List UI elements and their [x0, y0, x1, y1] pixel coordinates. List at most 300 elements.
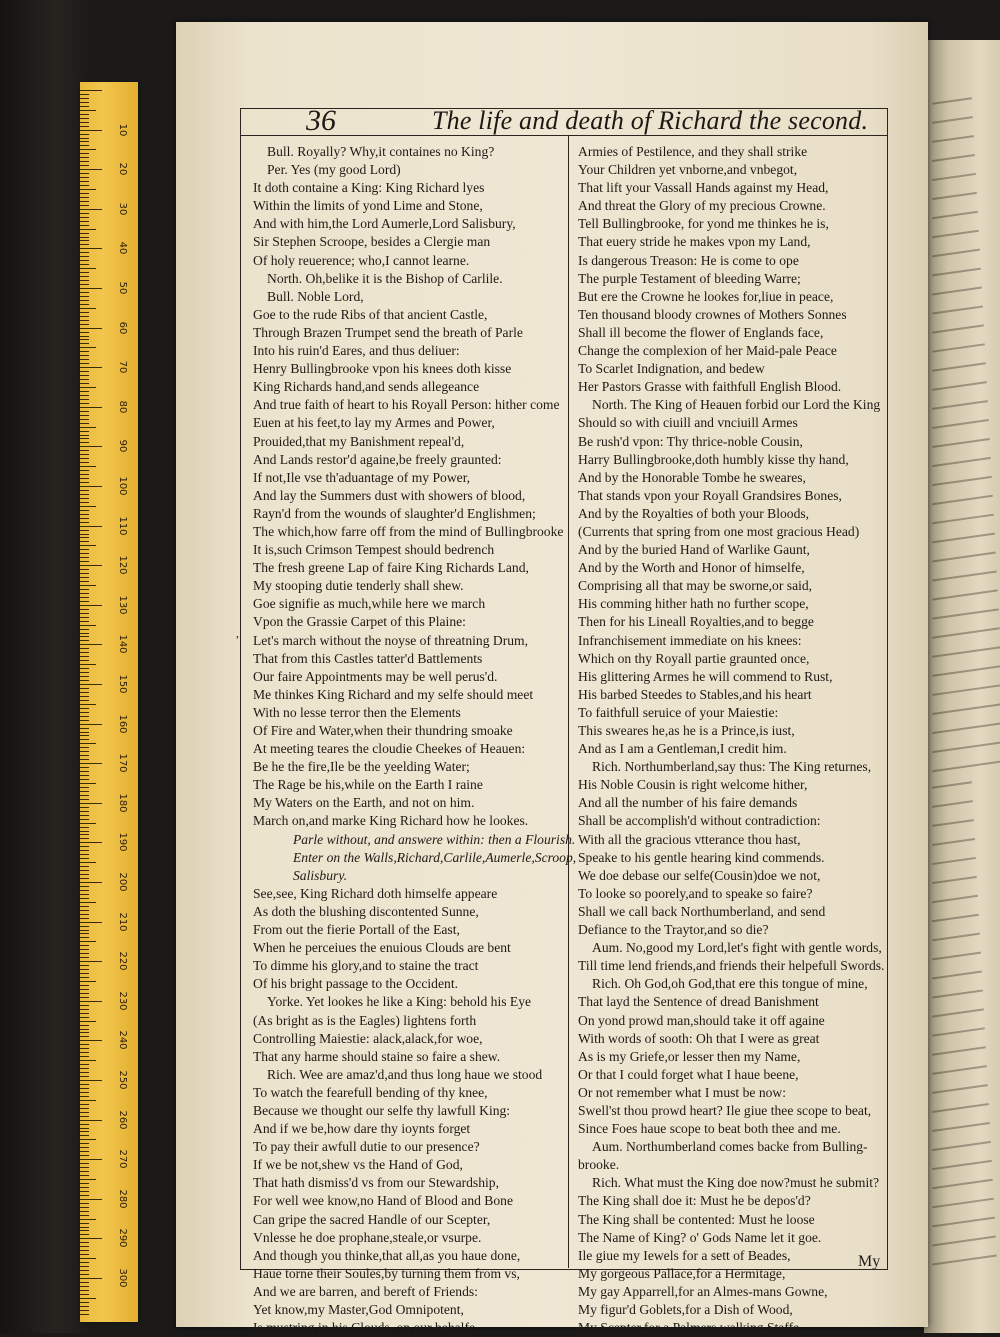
ruler-tick [80, 581, 89, 582]
ruler-tick [80, 850, 89, 851]
text-line: Through Brazen Trumpet send the breath of Parle [253, 324, 523, 340]
ruler-tick [80, 462, 89, 463]
facing-page-text-trace [932, 914, 979, 923]
text-line: Bull. Royally? Why,it containes no King? [267, 144, 495, 159]
ruler-tick [80, 922, 102, 923]
text-line: Parle without, and answere within: then a Flourish. [293, 831, 576, 847]
ruler-tick [80, 371, 89, 372]
ruler-tick [80, 1211, 89, 1212]
text-line: Salisbury. [293, 867, 348, 883]
ruler-tick [80, 1108, 89, 1109]
text-line: Sir Stephen Scroope, besides a Clergie man [253, 234, 491, 250]
ruler-tick [80, 1258, 96, 1259]
text-line: The purple Testament of bleeding Warre; [578, 270, 801, 286]
ruler-tick [80, 217, 89, 218]
facing-page-text-trace [932, 1160, 992, 1170]
ruler-label: 190 [117, 832, 128, 852]
text-line: The fresh greene Lap of faire King Richards Land, [253, 560, 529, 576]
ruler-tick [80, 557, 89, 558]
ruler-tick [80, 906, 89, 907]
text-line: Which on thy Royall partie graunted once, [578, 650, 810, 666]
text-line: His glittering Armes he will commend to Rust, [578, 668, 833, 684]
ruler-tick [80, 1242, 89, 1243]
text-line: His comming hither hath no further scope, [578, 596, 809, 612]
text-line: My Waters on the Earth, and not on him. [253, 795, 475, 811]
text-line: And by the buried Hand of Warlike Gaunt, [578, 542, 810, 558]
facing-page-text-trace [932, 173, 976, 181]
ruler-tick [80, 668, 89, 669]
ruler-tick [80, 1001, 102, 1002]
ruler-tick [80, 819, 89, 820]
text-line: Our faire Appointments may be well perus'd. [253, 668, 498, 684]
facing-page-text-trace [932, 570, 997, 581]
ruler-tick [80, 209, 102, 210]
ruler-tick [80, 229, 96, 230]
ruler-tick [80, 977, 89, 978]
text-line: Change the complexion of her Maid-pale Peace [578, 343, 837, 359]
ruler-tick [80, 498, 89, 499]
ruler-tick [80, 1183, 89, 1184]
facing-page-text-trace [932, 952, 981, 961]
facing-page-text-trace [932, 419, 989, 429]
ruler-tick [80, 431, 89, 432]
ruler-tick [80, 1163, 89, 1164]
book-binding [0, 0, 92, 1333]
ruler-tick [80, 894, 89, 895]
facing-page-text-trace [932, 933, 980, 942]
facing-page-text-trace [932, 211, 978, 219]
text-line: That layd the Sentence of dread Banishment [578, 994, 819, 1010]
ruler-tick [80, 1151, 89, 1152]
ruler-tick [80, 466, 96, 467]
ruler-tick [80, 787, 89, 788]
ruler-tick [80, 490, 89, 491]
facing-page-text-trace [932, 476, 992, 486]
ruler-tick [80, 1017, 89, 1018]
ruler-tick [80, 1314, 89, 1315]
ruler-tick [80, 1262, 89, 1263]
ruler-tick [80, 1013, 89, 1014]
ruler-tick [80, 1060, 96, 1061]
text-line: Vnlesse he doe prophane,steale,or vsurpe. [253, 1229, 482, 1245]
ruler-tick [80, 945, 89, 946]
ruler-tick [80, 403, 89, 404]
ruler-label: 60 [117, 321, 128, 334]
text-line: Since Foes haue scope to beat both thee and me. [578, 1121, 841, 1137]
ruler-tick [80, 1044, 89, 1045]
ruler-tick [80, 878, 89, 879]
ruler-tick [80, 1238, 102, 1239]
ruler-tick [80, 601, 89, 602]
ruler-label: 130 [117, 595, 128, 615]
ruler-tick [80, 759, 89, 760]
facing-page-text-trace [932, 1198, 994, 1209]
ruler-tick [80, 739, 89, 740]
ruler-tick [80, 874, 89, 875]
ruler-tick [80, 1302, 89, 1303]
ruler-tick [80, 656, 89, 657]
ruler-tick [80, 458, 89, 459]
ruler-tick [80, 688, 89, 689]
ruler-tick [80, 941, 96, 942]
text-line: Rich. Northumberland,say thus: The King returnes, [592, 759, 872, 775]
text-line: Ile giue my Iewels for a sett of Beades, [578, 1247, 791, 1263]
text-line: Armies of Pestilence, and they shall strike [578, 144, 808, 159]
facing-page-text-trace [932, 627, 1000, 638]
ruler-tick [80, 185, 89, 186]
ruler-tick [80, 775, 89, 776]
ruler-tick [80, 862, 96, 863]
ruler-tick [80, 1270, 89, 1271]
facing-page-text-trace [932, 800, 973, 808]
text-line: Of holy reuerence; who,I cannot learne. [253, 252, 470, 268]
ruler-tick [80, 90, 102, 91]
text-line: North. The King of Heauen forbid our Lord the King [592, 397, 881, 413]
text-line: North. Oh,belike it is the Bishop of Carlile. [267, 270, 503, 286]
text-line: Your Children yet vnborne,and vnbegot, [578, 162, 798, 178]
facing-page-text-trace [932, 1254, 997, 1265]
ruler-tick [80, 288, 102, 289]
facing-page-text-trace [932, 684, 1000, 696]
ruler-tick [80, 149, 96, 150]
ruler-tick [80, 169, 102, 170]
text-line: As doth the blushing discontented Sunne, [253, 903, 479, 919]
ruler-tick [80, 221, 89, 222]
text-line: Bull. Noble Lord, [267, 288, 364, 304]
ruler-tick [80, 225, 89, 226]
text-line: And we are barren, and bereft of Friends: [253, 1283, 478, 1299]
ruler-tick [80, 244, 89, 245]
ruler-tick [80, 898, 89, 899]
text-line: Vpon the Grassie Carpet of this Plaine: [253, 614, 466, 630]
ruler-tick [80, 890, 89, 891]
text-line: The King shall doe it: Must he be depos'd? [578, 1193, 811, 1209]
text-line: And by the Worth and Honor of himselfe, [578, 560, 805, 576]
facing-page-text-trace [932, 362, 986, 371]
text-line: brooke. [578, 1157, 620, 1173]
ruler-tick [80, 161, 89, 162]
text-line: To dimme his glory,and to staine the tract [253, 958, 479, 974]
ruler-tick [80, 355, 89, 356]
ruler-tick [80, 94, 89, 95]
facing-page-text-trace [932, 1236, 996, 1247]
ruler-tick [80, 660, 89, 661]
ruler-tick [80, 1032, 89, 1033]
ruler-tick [80, 1195, 89, 1196]
facing-page-text-trace [932, 514, 994, 525]
ruler-tick [80, 502, 89, 503]
ruler-tick [80, 724, 102, 725]
ruler-tick [80, 842, 102, 843]
text-line: Let's march without the noyse of threatning Drum, [253, 632, 529, 648]
ruler-tick [80, 1135, 89, 1136]
ruler-tick [80, 320, 89, 321]
facing-page-text-trace [932, 971, 982, 980]
ruler-tick [80, 1219, 96, 1220]
ruler-tick [80, 157, 89, 158]
ruler-tick [80, 177, 89, 178]
left-text-column [253, 143, 577, 1337]
ruler-tick [80, 510, 89, 511]
text-line: And threat the Glory of my precious Crowne. [578, 198, 826, 214]
ruler-tick [80, 1215, 89, 1216]
text-line: It is,such Crimson Tempest should bedrench [253, 542, 495, 558]
facing-page-text-trace [932, 895, 978, 903]
ruler-tick [80, 565, 102, 566]
ruler-tick [80, 1072, 89, 1073]
ruler-tick [80, 1290, 89, 1291]
ruler-tick [80, 692, 89, 693]
ruler-label: 160 [117, 714, 128, 734]
facing-page-text-trace [932, 1122, 990, 1132]
ruler-tick [80, 118, 89, 119]
ruler-label: 280 [117, 1189, 128, 1209]
ruler-tick [80, 308, 96, 309]
ruler-tick [80, 1234, 89, 1235]
facing-page-text-trace [932, 305, 983, 314]
ruler-tick [80, 743, 96, 744]
text-line: Me thinkes King Richard and my selfe should meet [253, 686, 534, 702]
ruler-label: 10 [117, 123, 128, 136]
ruler-tick [80, 652, 89, 653]
ruler-tick [80, 1191, 89, 1192]
ruler-label: 20 [117, 162, 128, 176]
text-line: With words of sooth: Oh that I were as great [578, 1030, 820, 1046]
ruler-tick [80, 1155, 89, 1156]
ruler-tick [80, 324, 89, 325]
ruler-tick [80, 965, 89, 966]
text-line: But ere the Crowne he lookes for,liue in peace, [578, 288, 834, 304]
text-line: Swell'st thou prowd heart? Ile giue thee scope to beat, [578, 1102, 872, 1118]
ruler-tick [80, 633, 89, 634]
ruler-tick [80, 411, 89, 412]
ruler-tick [80, 1187, 89, 1188]
text-line: (Currents that spring from one most gracious Head) [578, 523, 860, 539]
facing-page-text-trace [932, 1084, 988, 1094]
ruler-tick [80, 763, 102, 764]
text-line: With all the gracious vtterance thou hast, [578, 831, 801, 847]
ruler-tick [80, 240, 89, 241]
ruler-tick [80, 537, 89, 538]
ruler-label: 140 [117, 634, 128, 654]
ruler-tick [80, 937, 89, 938]
text-line: Or not remember what I must be now: [578, 1084, 787, 1100]
ruler-tick [80, 237, 89, 238]
ruler-tick [80, 771, 89, 772]
ruler-tick [80, 300, 89, 301]
ruler-tick [80, 530, 89, 531]
facing-page-text-trace [932, 1179, 993, 1189]
ruler-tick [80, 918, 89, 919]
margin-mark: , [236, 626, 239, 640]
text-line: That stands vpon your Royall Grandsires Bones, [578, 487, 842, 503]
ruler-tick [80, 486, 102, 487]
ruler-tick [80, 704, 96, 705]
ruler-tick [80, 201, 89, 202]
ruler-tick [80, 1250, 89, 1251]
ruler-tick [80, 886, 89, 887]
text-line: The King shall be contented: Must he loose [578, 1211, 815, 1227]
facing-page-text-trace [932, 230, 979, 239]
ruler-tick [80, 399, 89, 400]
facing-page-text-trace [932, 97, 972, 105]
ruler-tick [80, 1064, 89, 1065]
ruler-tick [80, 914, 89, 915]
text-line: If not,Ile vse th'aduantage of my Power, [253, 469, 471, 485]
ruler-tick [80, 145, 89, 146]
ruler-tick [80, 296, 89, 297]
ruler-tick [80, 1147, 89, 1148]
ruler-tick [80, 332, 89, 333]
ruler-tick [80, 783, 96, 784]
text-line: And as I am a Gentleman,I credit him. [578, 741, 787, 757]
text-line: My stooping dutie tenderly shall shew. [253, 578, 464, 594]
ruler-tick [80, 126, 89, 127]
ruler-tick [80, 1009, 89, 1010]
ruler-tick [80, 1096, 89, 1097]
text-line: Rich. What must the King doe now?must he submit? [592, 1175, 880, 1191]
ruler-tick [80, 375, 89, 376]
ruler-tick [80, 1278, 102, 1279]
ruler-tick [80, 791, 89, 792]
ruler-tick [80, 1306, 89, 1307]
ruler-tick [80, 993, 89, 994]
ruler-tick [80, 1005, 89, 1006]
ruler-tick [80, 1112, 89, 1113]
text-line: Or that I could forget what I haue beene, [578, 1066, 799, 1082]
facing-page-text-trace [932, 457, 991, 467]
ruler-tick [80, 823, 96, 824]
text-line: If we be not,shew vs the Hand of God, [253, 1157, 463, 1173]
ruler-tick [80, 415, 89, 416]
ruler-label: 80 [117, 400, 128, 414]
facing-page-text-trace [932, 1008, 984, 1017]
ruler-tick [80, 1282, 89, 1283]
ruler-tick [80, 526, 102, 527]
ruler-label: 40 [117, 242, 128, 255]
ruler-tick [80, 569, 89, 570]
ruler-tick [80, 98, 89, 99]
ruler-label: 90 [117, 440, 128, 453]
ruler-tick [80, 997, 89, 998]
facing-page-text-trace [932, 665, 1000, 677]
ruler-tick [80, 1223, 89, 1224]
ruler-tick [80, 573, 89, 574]
text-line: Shall we call back Northumberland, and send [578, 903, 826, 919]
ruler-label: 210 [117, 912, 128, 932]
facing-page-text-trace [932, 135, 974, 143]
ruler-label: 290 [117, 1228, 128, 1248]
facing-page-text-trace [932, 760, 1000, 772]
ruler-tick [80, 732, 89, 733]
text-line: Speake to his gentle hearing kind commends. [578, 849, 825, 865]
facing-page-text-trace [932, 495, 993, 505]
ruler-tick [80, 553, 89, 554]
ruler-tick [80, 213, 89, 214]
text-line: Haue torne their Soules,by turning them from vs, [253, 1265, 520, 1281]
ruler-tick [80, 367, 102, 368]
ruler-tick [80, 870, 89, 871]
ruler-tick [80, 383, 89, 384]
ruler-tick [80, 1088, 89, 1089]
facing-page-text-trace [932, 1141, 991, 1151]
ruler-tick [80, 1131, 89, 1132]
ruler-tick [80, 621, 89, 622]
text-line: Because we thought our selfe thy lawfull King: [253, 1102, 511, 1118]
ruler-tick [80, 1254, 89, 1255]
ruler-tick [80, 193, 89, 194]
ruler-tick [80, 343, 89, 344]
text-line: Till time lend friends,and friends their helpefull Swords. [578, 958, 885, 974]
text-line: Ten thousand bloody crownes of Mothers Sonnes [578, 306, 847, 322]
facing-page [924, 40, 1000, 1333]
ruler-tick [80, 395, 89, 396]
text-line: The which,how farre off from the mind of Bullingbrooke [253, 523, 564, 539]
page-number: 36 [306, 104, 336, 137]
ruler-tick [80, 617, 89, 618]
ruler-tick [80, 605, 102, 606]
ruler-tick [80, 419, 89, 420]
text-line: We doe debase our selfe(Cousin)doe we not, [578, 867, 821, 883]
text-line: That lift your Vassall Hands against my Head, [578, 180, 829, 196]
text-line: To looke so poorely,and to speake so faire? [578, 885, 813, 901]
ruler-tick [80, 712, 89, 713]
ruler-tick [80, 811, 89, 812]
ruler-tick [80, 1120, 102, 1121]
text-line: The Rage be his,while on the Earth I raine [253, 777, 483, 793]
text-line: Defiance to the Traytor,and so die? [578, 922, 769, 938]
ruler-tick [80, 522, 89, 523]
ruler-tick [80, 969, 89, 970]
ruler-label: 150 [117, 674, 128, 694]
text-line: With no lesse terror then the Elements [253, 704, 461, 720]
ruler-tick [80, 205, 89, 206]
facing-page-text-trace [932, 268, 981, 277]
ruler-tick [80, 831, 89, 832]
ruler-label: 100 [117, 476, 128, 496]
ruler-tick [80, 312, 89, 313]
facing-page-text-trace [932, 249, 980, 258]
text-line: My figur'd Goblets,for a Dish of Wood, [578, 1302, 793, 1317]
text-line: For well wee know,no Hand of Blood and Bone [253, 1193, 513, 1209]
ruler-tick [80, 961, 102, 962]
text-line: My gorgeous Pallace,for a Hermitage, [578, 1265, 786, 1281]
ruler-tick [80, 728, 89, 729]
facing-page-text-trace [932, 1065, 987, 1075]
ruler-tick [80, 141, 89, 142]
ruler-tick [80, 799, 89, 800]
text-line: Should so with ciuill and vnciuill Armes [578, 415, 798, 431]
ruler-tick [80, 597, 89, 598]
facing-page-text-trace [932, 287, 982, 296]
ruler-label: 180 [117, 793, 128, 813]
ruler-tick [80, 276, 89, 277]
facing-page-text-trace [932, 1103, 989, 1113]
ruler-tick [80, 189, 96, 190]
ruler-tick [80, 138, 89, 139]
ruler-tick [80, 1203, 89, 1204]
facing-page-text-trace [932, 438, 990, 448]
text-line: Be he the fire,Ile be the yeelding Water; [253, 759, 470, 775]
ruler-tick [80, 700, 89, 701]
ruler-tick [80, 514, 89, 515]
ruler-tick [80, 561, 89, 562]
facing-page-text-trace [932, 381, 987, 391]
ruler-tick [80, 1100, 96, 1101]
ruler-tick [80, 442, 89, 443]
facing-page-text-trace [932, 819, 974, 827]
facing-page-text-trace [932, 876, 977, 884]
